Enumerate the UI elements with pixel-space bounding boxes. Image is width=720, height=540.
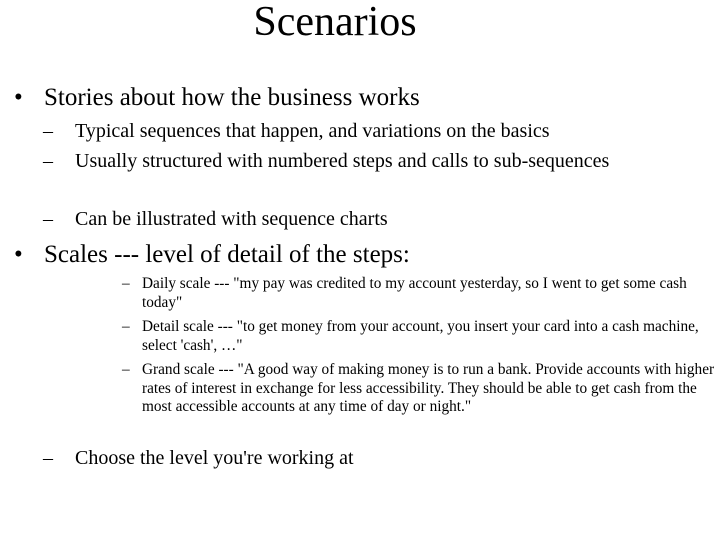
sub-sub-bullet-item xyxy=(122,318,717,355)
dash-marker: – xyxy=(43,208,53,230)
sub-sub-bullet-text: Grand scale --- "A good way of making money is to run a bank. Provide accounts with higher rates of interest in exchange for less accessibility. They should be able to get cash from the most accessible accounts at any time of day or night." xyxy=(142,361,715,415)
sub-sub-bullet-item xyxy=(122,275,717,312)
dash-marker: – xyxy=(43,150,53,172)
bullet-text: Stories about how the business works xyxy=(44,84,420,111)
bullet-item xyxy=(14,83,694,113)
dash-marker: – xyxy=(122,275,130,292)
sub-sub-bullet-text: Detail scale --- "to get money from your account, you insert your card into a cash machine, select 'cash', …" xyxy=(142,318,699,354)
sub-sub-bullet-item xyxy=(122,361,717,417)
bullet-marker: • xyxy=(14,84,23,111)
bullet-item xyxy=(14,240,694,270)
sub-bullet-text: Usually structured with numbered steps and calls to sub-sequences xyxy=(75,150,610,172)
sub-bullet-text: Typical sequences that happen, and variations on the basics xyxy=(75,120,550,142)
dash-marker: – xyxy=(122,361,130,378)
sub-bullet-item xyxy=(43,444,703,473)
bullet-marker: • xyxy=(14,241,23,268)
dash-marker: – xyxy=(43,447,53,469)
dash-marker: – xyxy=(43,120,53,142)
sub-bullet-item xyxy=(43,117,703,146)
slide-title: Scenarios xyxy=(253,0,417,45)
sub-bullet-item xyxy=(43,205,703,234)
sub-bullet-text: Can be illustrated with sequence charts xyxy=(75,208,388,230)
sub-bullet-text: Choose the level you're working at xyxy=(75,447,354,469)
bullet-text: Scales --- level of detail of the steps: xyxy=(44,241,410,268)
dash-marker: – xyxy=(122,318,130,335)
sub-sub-bullet-text: Daily scale --- "my pay was credited to my account yesterday, so I went to get some cash today" xyxy=(142,275,687,311)
sub-bullet-item xyxy=(43,147,643,175)
